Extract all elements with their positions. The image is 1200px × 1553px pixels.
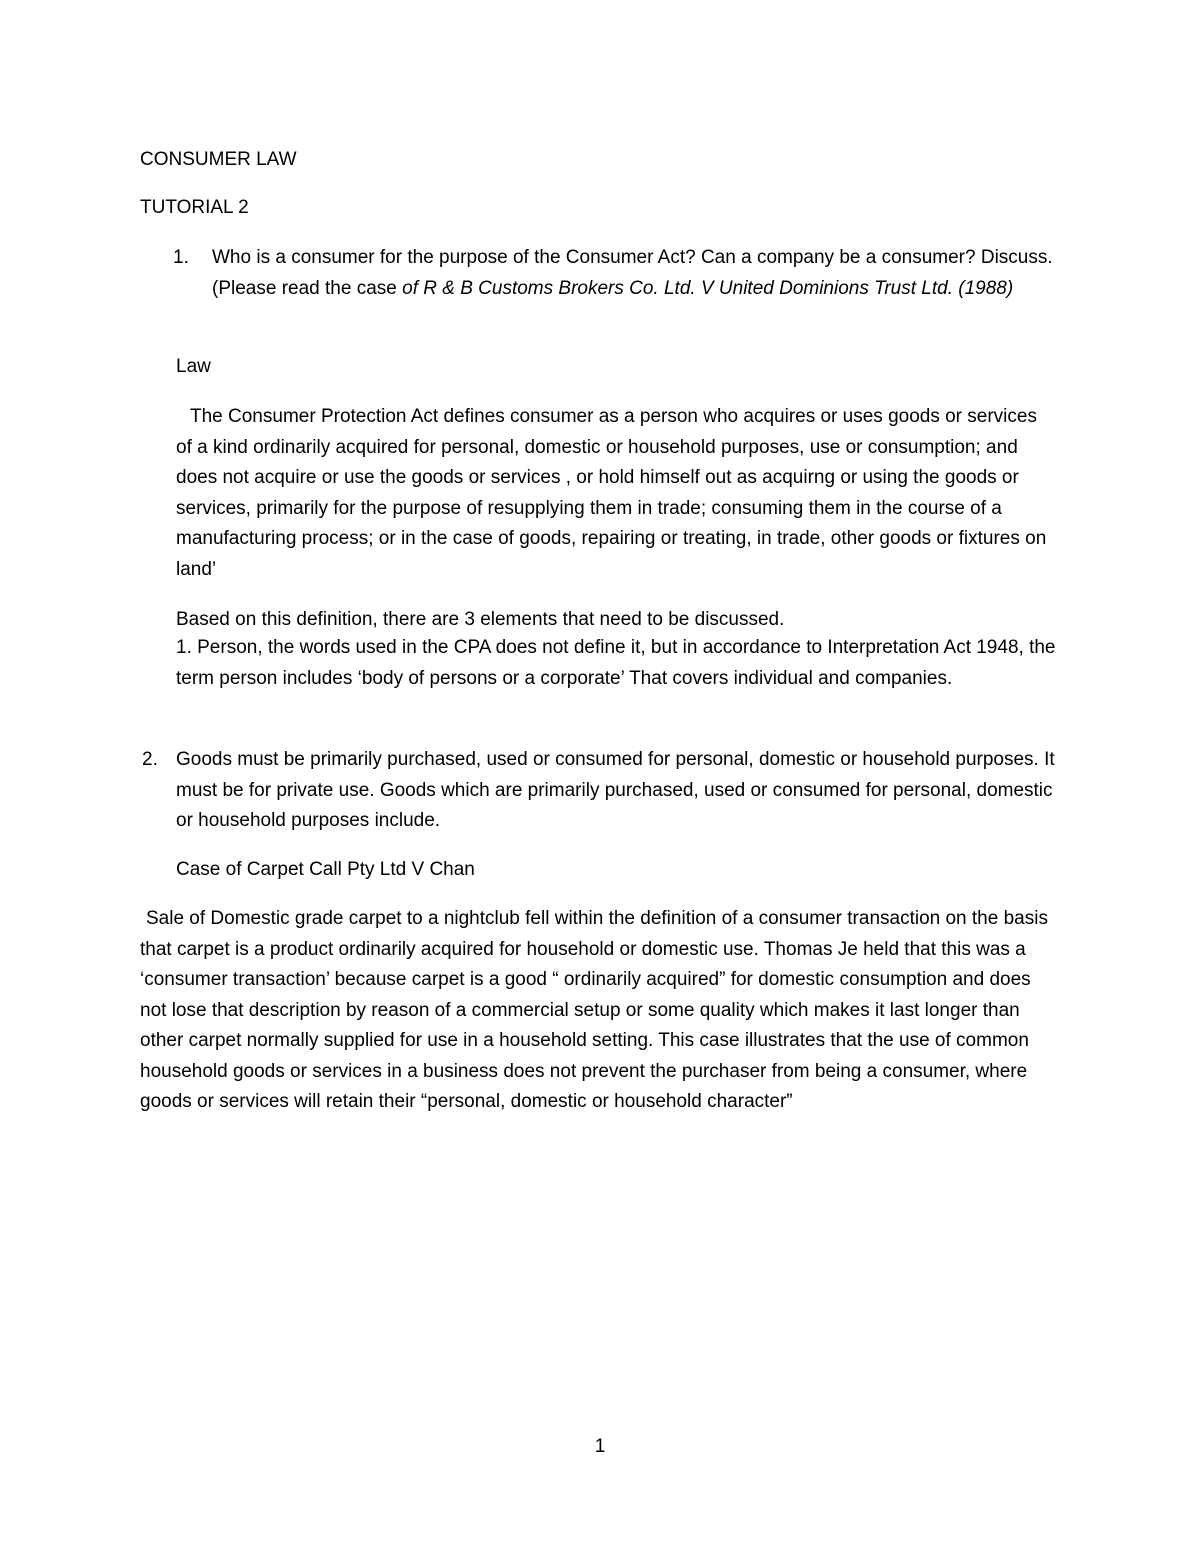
case-heading: Case of Carpet Call Pty Ltd V Chan — [176, 859, 475, 880]
question-2-number: 2. — [142, 749, 158, 770]
law-paragraph: The Consumer Protection Act defines consumer as a person who acquires or uses goods or services of a kind ordinarily acquired for personal, domestic or household purposes, use or consumption; and does not acquire or use the goods or services , or hold himself out as acquirng or using the goods or services, primarily for the purpose of resupplying them in trade; consuming them in the course of a manufacturing process; or in the case of goods, repairing or treating, in trade, other goods or fixtures on land’ — [176, 406, 1047, 580]
element-1-person: 1. Person, the words used in the CPA does not define it, but in accordance to Interpretation Act 1948, the term person includes ‘body of persons or a corporate’ That covers individual and companies. — [176, 637, 1056, 689]
document-subtitle: TUTORIAL 2 — [140, 197, 249, 218]
question-1-number: 1. — [173, 247, 189, 268]
law-heading: Law — [176, 356, 211, 377]
question-1-text — [212, 243, 1062, 304]
question-2-text: Goods must be primarily purchased, used or consumed for personal, domestic or household purposes. It must be for private use. Goods which are primarily purchased, used or consumed for personal, domestic or household purposes include. — [176, 749, 1055, 831]
case-paragraph: Sale of Domestic grade carpet to a nightclub fell within the definition of a consumer transaction on the basis that carpet is a product ordinarily acquired for household or domestic use. Thomas Je held that this was a ‘consumer transaction’ because carpet is a good “ ordinarily acquired” for domestic consumption and does not lose that description by reason of a commercial setup or some quality which makes it last longer than other carpet normally supplied for use in a household setting. This case illustrates that the use of common household goods or services in a business does not prevent the purchaser from being a consumer, where goods or services will retain their “personal, domestic or household character” — [140, 908, 1048, 1112]
page-number: 1 — [594, 1436, 606, 1457]
document-title: CONSUMER LAW — [140, 149, 297, 170]
elements-intro-paragraph: Based on this definition, there are 3 elements that need to be discussed. — [176, 609, 785, 630]
question-1-case-citation: of R & B Customs Brokers Co. Ltd. V United Dominions Trust Ltd. (1988) — [402, 277, 1014, 299]
question-1-plain-text: Who is a consumer for the purpose of the Consumer Act? Can a company be a consumer? Discuss. (Please read the case — [212, 247, 1053, 299]
